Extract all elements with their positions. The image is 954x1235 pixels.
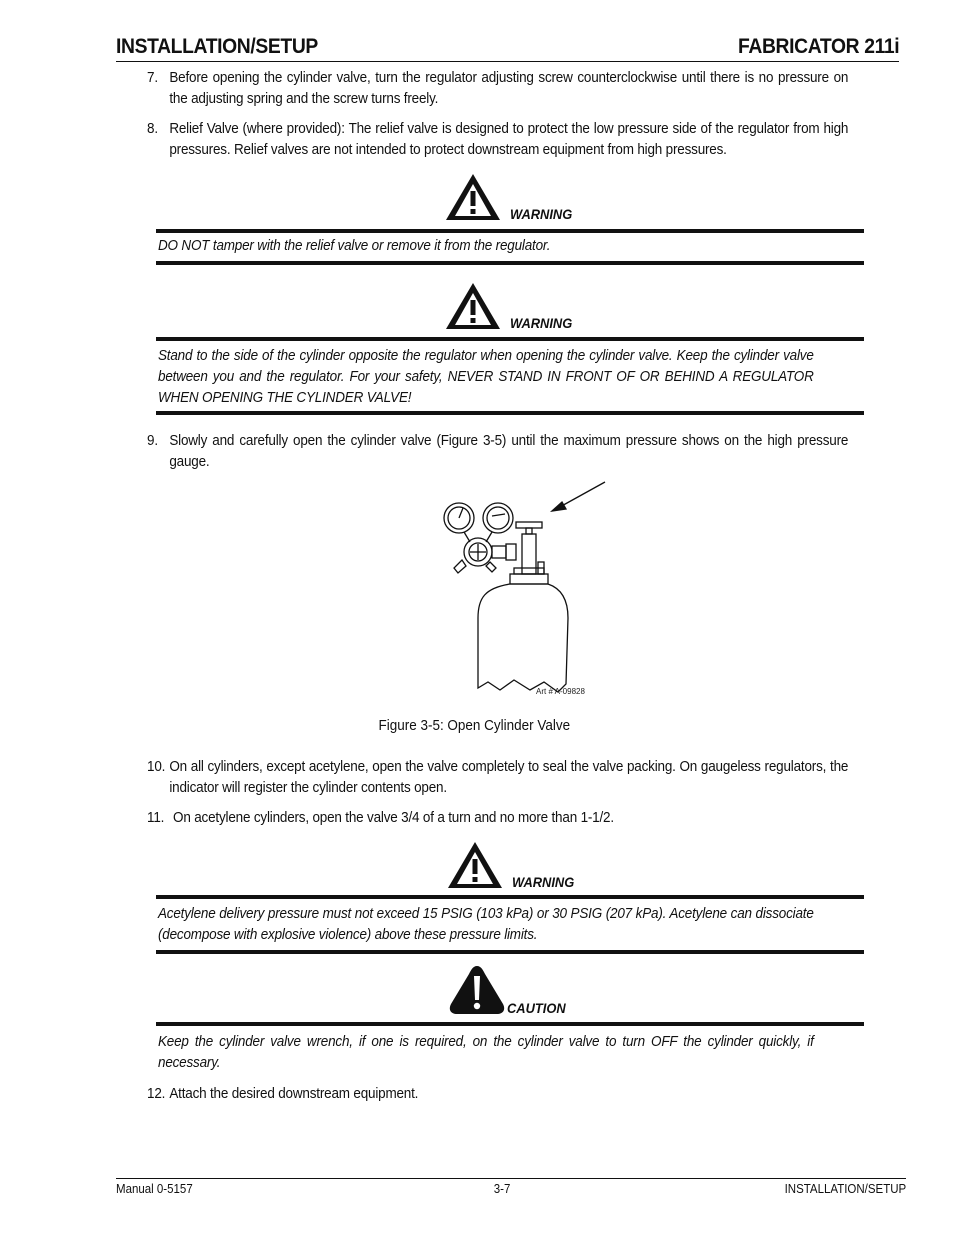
step-9 — [147, 431, 848, 473]
warning-rule-top — [156, 229, 864, 233]
footer-section: INSTALLATION/SETUP — [784, 1182, 906, 1196]
step-number: 9. — [147, 433, 158, 449]
step-text: On all cylinders, except acetylene, open the valve completely to seal the valve packing. On gaugeless regulators, the indicator will register the cylinder contents open. — [169, 759, 849, 796]
step-text: Slowly and carefully open the cylinder valve (Figure 3-5) until the maximum pressure shows on the high pressure gauge. — [169, 433, 849, 470]
warning-label: WARNING — [510, 206, 573, 222]
warning-rule-bottom — [156, 950, 864, 954]
art-number: Art # A-09828 — [536, 687, 585, 696]
step-text: On acetylene cylinders, open the valve 3/4 of a turn and no more than 1-1/2. — [173, 810, 614, 826]
product-title: FABRICATOR 211i — [737, 35, 899, 58]
warning-text: Acetylene delivery pressure must not exceed 15 PSIG (103 kPa) or 30 PSIG (207 kPa). Acetylene can dissociate (decompose with explosive violence) above these pressure limits. — [158, 906, 814, 943]
warning-header — [156, 840, 864, 894]
warning-header — [156, 172, 864, 226]
step-7 — [147, 68, 848, 110]
warning-rule-bottom — [156, 411, 864, 415]
warning-label: WARNING — [512, 874, 575, 890]
caution-label: CAUTION — [507, 1000, 566, 1016]
step-number: 11. — [147, 810, 165, 826]
warning-triangle-icon — [444, 281, 502, 331]
warning-triangle-icon — [444, 172, 502, 222]
step-11 — [147, 808, 848, 829]
warning-label: WARNING — [510, 315, 573, 331]
page-footer — [116, 1178, 906, 1200]
warning-text: DO NOT tamper with the relief valve or remove it from the regulator. — [158, 238, 551, 254]
step-10 — [147, 757, 848, 799]
step-number: 8. — [147, 121, 158, 137]
warning-text: Stand to the side of the cylinder opposite the regulator when opening the cylinder valve. Keep the cylinder valve between you and the regulator. For your safety, NEVER STAND IN FRONT OF OR BEHIND A REGULATOR WHEN OPENING THE CYLINDER VALVE! — [158, 348, 814, 406]
step-12 — [147, 1084, 848, 1105]
step-text: Relief Valve (where provided): The relief valve is designed to protect the low pressure side of the regulator from high pressures. Relief valves are not intended to protect downstream equipment from high pressures. — [169, 121, 849, 158]
manual-number: Manual 0-5157 — [116, 1182, 193, 1196]
caution-rule-top — [156, 1022, 864, 1026]
step-number: 10. — [147, 759, 166, 775]
step-number: 12. — [147, 1086, 166, 1102]
warning-triangle-icon — [446, 840, 504, 890]
step-text: Before opening the cylinder valve, turn the regulator adjusting screw counterclockwise until there is no pressure on the adjusting spring and the screw turns freely. — [169, 70, 849, 107]
step-text: Attach the desired downstream equipment. — [169, 1086, 419, 1102]
step-number: 7. — [147, 70, 158, 86]
page-number: 3-7 — [493, 1182, 511, 1196]
caution-header — [156, 966, 864, 1020]
page-header — [116, 34, 899, 62]
section-title: INSTALLATION/SETUP — [116, 35, 318, 58]
figure-caption: Figure 3-5: Open Cylinder Valve — [378, 718, 571, 734]
cylinder-valve-illustration — [440, 478, 610, 700]
warning-rule-top — [156, 337, 864, 341]
warning-rule-bottom — [156, 261, 864, 265]
caution-text: Keep the cylinder valve wrench, if one is required, on the cylinder valve to turn OFF the cylinder quickly, if necessary. — [158, 1034, 814, 1071]
warning-rule-top — [156, 895, 864, 899]
warning-header — [156, 281, 864, 335]
step-8 — [147, 119, 848, 161]
caution-exclamation-icon — [447, 964, 507, 1016]
